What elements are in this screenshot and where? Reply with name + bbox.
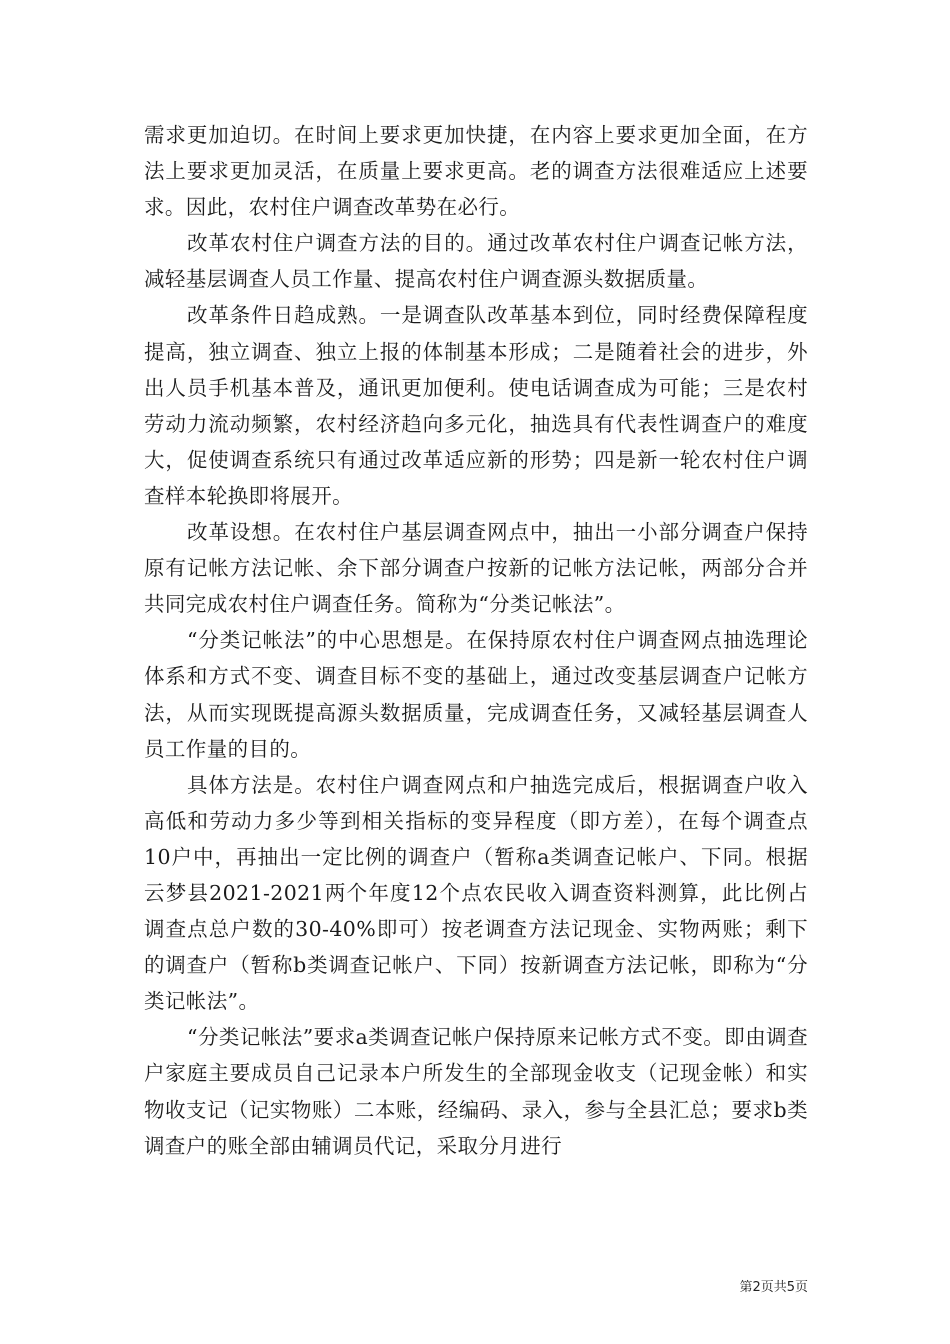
document-body	[144, 117, 808, 1164]
paragraph-central-idea: “分类记帐法”的中心思想是。在保持原农村住户调查网点抽选理论体系和方式不变、调查目标不变的基础上，通过改变基层调查户记帐方法，从而实现既提高源头数据质量，完成调查任务，又减轻基层调查人员工作量的目的。	[144, 628, 808, 761]
paragraph-specific-method: 具体方法是。农村住户调查网点和户抽选完成后，根据调查户收入高低和劳动力多少等到相关指标的变异程度（即方差），在每个调查点10户中，再抽出一定比例的调查户（暂称a类调查记帐户、下同。根据云梦县2021-2021两个年度12个点农民收入调查资料测算，此比例占调查点总户数的30-40%即可）按老调查方法记现金、实物两账；剩下的调查户（暂称b类调查记帐户、下同）按新调查方法记帐，即称为“分类记帐法”。	[144, 772, 808, 1014]
page-number-footer: 第2页共5页	[739, 1280, 808, 1295]
paragraph-reform-concept: 改革设想。在农村住户基层调查网点中，抽出一小部分调查户保持原有记帐方法记帐、余下部分调查户按新的记帐方法记帐，两部分合并共同完成农村住户调查任务。简称为“分类记帐法”。	[144, 520, 808, 617]
paragraph-continuation: 需求更加迫切。在时间上要求更加快捷，在内容上要求更加全面，在方法上要求更加灵活，在质量上要求更高。老的调查方法很难适应上述要求。因此，农村住户调查改革势在必行。	[144, 123, 808, 220]
paragraph-reform-purpose: 改革农村住户调查方法的目的。通过改革农村住户调查记帐方法，减轻基层调查人员工作量、提高农村住户调查源头数据质量。	[144, 231, 808, 292]
paragraph-reform-conditions: 改革条件日趋成熟。一是调查队改革基本到位，同时经费保障程度提高，独立调查、独立上报的体制基本形成；二是随着社会的进步，外出人员手机基本普及，通讯更加便利。使电话调查成为可能；三是农村劳动力流动频繁，农村经济趋向多元化，抽选具有代表性调查户的难度大，促使调查系统只有通过改革适应新的形势；四是新一轮农村住户调查样本轮换即将展开。	[144, 303, 808, 508]
paragraph-requirements: “分类记帐法”要求a类调查记帐户保持原来记帐方式不变。即由调查户家庭主要成员自己记录本户所发生的全部现金收支（记现金帐）和实物收支记（记实物账）二本账，经编码、录入，参与全县汇总；要求b类调查户的账全部由辅调员代记，采取分月进行	[144, 1025, 808, 1158]
